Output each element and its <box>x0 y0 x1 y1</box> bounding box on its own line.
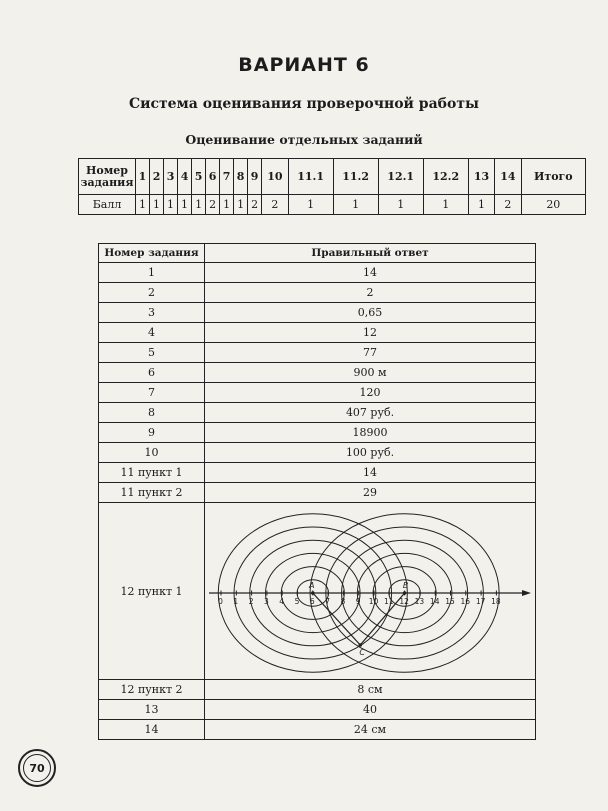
answer-task-number: 11 пункт 1 <box>99 463 205 483</box>
axis-tick-label: 8 <box>340 597 346 606</box>
axis-tick-label: 15 <box>445 597 455 606</box>
axis-tick-label: 16 <box>460 597 471 606</box>
axis-tick-label: 9 <box>355 597 361 606</box>
scores-task-cell: 2 <box>150 159 164 195</box>
point-c-label: C <box>359 648 366 657</box>
axis-tick-label: 0 <box>218 597 223 606</box>
scores-points-cell: 1 <box>234 195 248 215</box>
answer-task-number: 11 пункт 2 <box>99 483 205 503</box>
scores-points-label: Балл <box>79 195 136 215</box>
scores-task-cell: 11.2 <box>333 159 378 195</box>
table-row <box>99 283 536 303</box>
table-row <box>99 323 536 343</box>
axis-arrow <box>522 590 531 596</box>
answer-value: 14 <box>205 263 536 283</box>
scores-points-cell: 1 <box>288 195 333 215</box>
answer-task-number: 8 <box>99 403 205 423</box>
variant-title: ВАРИАНТ 6 <box>238 54 370 76</box>
answer-value: 18900 <box>205 423 536 443</box>
answer-task-number: 2 <box>99 283 205 303</box>
circles-diagram <box>205 505 535 677</box>
circles-diagram-cell <box>205 503 536 680</box>
axis-tick-label: 5 <box>294 597 300 606</box>
scores-table <box>78 158 586 215</box>
diagram-row <box>99 503 536 680</box>
point-a-label: A <box>309 581 315 590</box>
scores-task-cell: 13 <box>468 159 494 195</box>
scores-task-cell: 3 <box>164 159 178 195</box>
scores-points-row <box>79 195 586 215</box>
answer-task-number: 1 <box>99 263 205 283</box>
scores-task-cell: 7 <box>220 159 234 195</box>
scores-task-cell: 6 <box>206 159 220 195</box>
page-number-badge <box>18 749 56 787</box>
axis-tick-label: 4 <box>279 597 285 606</box>
answer-task-number: 3 <box>99 303 205 323</box>
task-grading-title: Оценивание отдельных заданий <box>185 132 423 147</box>
scores-points-cell: 1 <box>192 195 206 215</box>
table-row <box>99 720 536 740</box>
answer-task-number: 13 <box>99 700 205 720</box>
axis-tick-label: 2 <box>248 597 254 606</box>
table-row <box>99 463 536 483</box>
scores-task-cell: 9 <box>248 159 262 195</box>
answers-answer-header: Правильный ответ <box>205 244 536 263</box>
scores-task-cell: 11.1 <box>288 159 333 195</box>
point-marker <box>311 591 315 595</box>
scores-points-cell: 1 <box>150 195 164 215</box>
point-marker <box>403 591 407 595</box>
scores-points-cell: 1 <box>136 195 150 215</box>
scores-task-cell: 12.1 <box>378 159 423 195</box>
answer-task-number: 12 пункт 1 <box>99 503 205 680</box>
answer-value: 12 <box>205 323 536 343</box>
axis-tick-label: 13 <box>414 597 425 606</box>
scores-task-label: Номер задания <box>79 159 136 195</box>
table-row <box>99 343 536 363</box>
table-row <box>99 363 536 383</box>
answer-value: 24 см <box>205 720 536 740</box>
table-row <box>99 423 536 443</box>
scores-points-cell: 1 <box>468 195 494 215</box>
axis-tick-label: 11 <box>384 597 394 606</box>
scores-points-cell: 1 <box>178 195 192 215</box>
scores-points-cell: 2 <box>206 195 220 215</box>
scores-task-cell: 12.2 <box>423 159 468 195</box>
answer-task-number: 14 <box>99 720 205 740</box>
table-row <box>99 680 536 700</box>
scores-task-cell: 14 <box>495 159 521 195</box>
answer-value: 900 м <box>205 363 536 383</box>
answer-task-number: 12 пункт 2 <box>99 680 205 700</box>
answer-value: 77 <box>205 343 536 363</box>
table-row <box>99 263 536 283</box>
scores-points-cell: 2 <box>248 195 262 215</box>
answer-value: 100 руб. <box>205 443 536 463</box>
page-number: 70 <box>23 754 51 782</box>
axis-tick-label: 3 <box>264 597 269 606</box>
table-row <box>99 483 536 503</box>
scores-task-cell: 4 <box>178 159 192 195</box>
table-row <box>99 303 536 323</box>
scores-task-cell: 5 <box>192 159 206 195</box>
answers-table <box>98 243 536 740</box>
scores-points-cell: 1 <box>333 195 378 215</box>
answer-task-number: 7 <box>99 383 205 403</box>
table-row <box>99 700 536 720</box>
answer-value: 40 <box>205 700 536 720</box>
scores-task-row <box>79 159 586 195</box>
answer-value: 14 <box>205 463 536 483</box>
axis-tick-label: 10 <box>368 597 379 606</box>
scores-task-cell: 10 <box>262 159 288 195</box>
answer-task-number: 10 <box>99 443 205 463</box>
point-b-label: B <box>402 581 409 590</box>
answer-task-number: 6 <box>99 363 205 383</box>
answer-value: 407 руб. <box>205 403 536 423</box>
scores-points-cell: 1 <box>164 195 178 215</box>
axis-tick-label: 1 <box>233 597 239 606</box>
point-marker <box>358 643 362 647</box>
answers-header-row <box>99 244 536 263</box>
answer-value: 0,65 <box>205 303 536 323</box>
answer-value: 120 <box>205 383 536 403</box>
answer-task-number: 9 <box>99 423 205 443</box>
axis-tick-label: 12 <box>399 597 409 606</box>
table-row <box>99 443 536 463</box>
grading-system-title: Система оценивания проверочной работы <box>128 96 480 112</box>
answer-task-number: 5 <box>99 343 205 363</box>
table-row <box>99 403 536 423</box>
scores-points-cell: 2 <box>262 195 288 215</box>
answer-value: 29 <box>205 483 536 503</box>
scores-total-label: Итого <box>521 159 585 195</box>
axis-tick-label: 18 <box>491 597 501 606</box>
axis-tick-label: 17 <box>475 597 486 606</box>
axis-tick-label: 7 <box>325 597 330 606</box>
scores-points-cell: 1 <box>378 195 423 215</box>
scores-task-cell: 8 <box>234 159 248 195</box>
scores-task-cell: 1 <box>136 159 150 195</box>
answer-value: 2 <box>205 283 536 303</box>
scores-total-value: 20 <box>521 195 585 215</box>
axis-tick-label: 6 <box>309 597 315 606</box>
table-row <box>99 383 536 403</box>
answers-task-header: Номер задания <box>99 244 205 263</box>
scores-points-cell: 1 <box>423 195 468 215</box>
answer-task-number: 4 <box>99 323 205 343</box>
answer-value: 8 см <box>205 680 536 700</box>
scores-points-cell: 1 <box>220 195 234 215</box>
axis-tick-label: 14 <box>429 597 440 606</box>
scores-points-cell: 2 <box>495 195 521 215</box>
